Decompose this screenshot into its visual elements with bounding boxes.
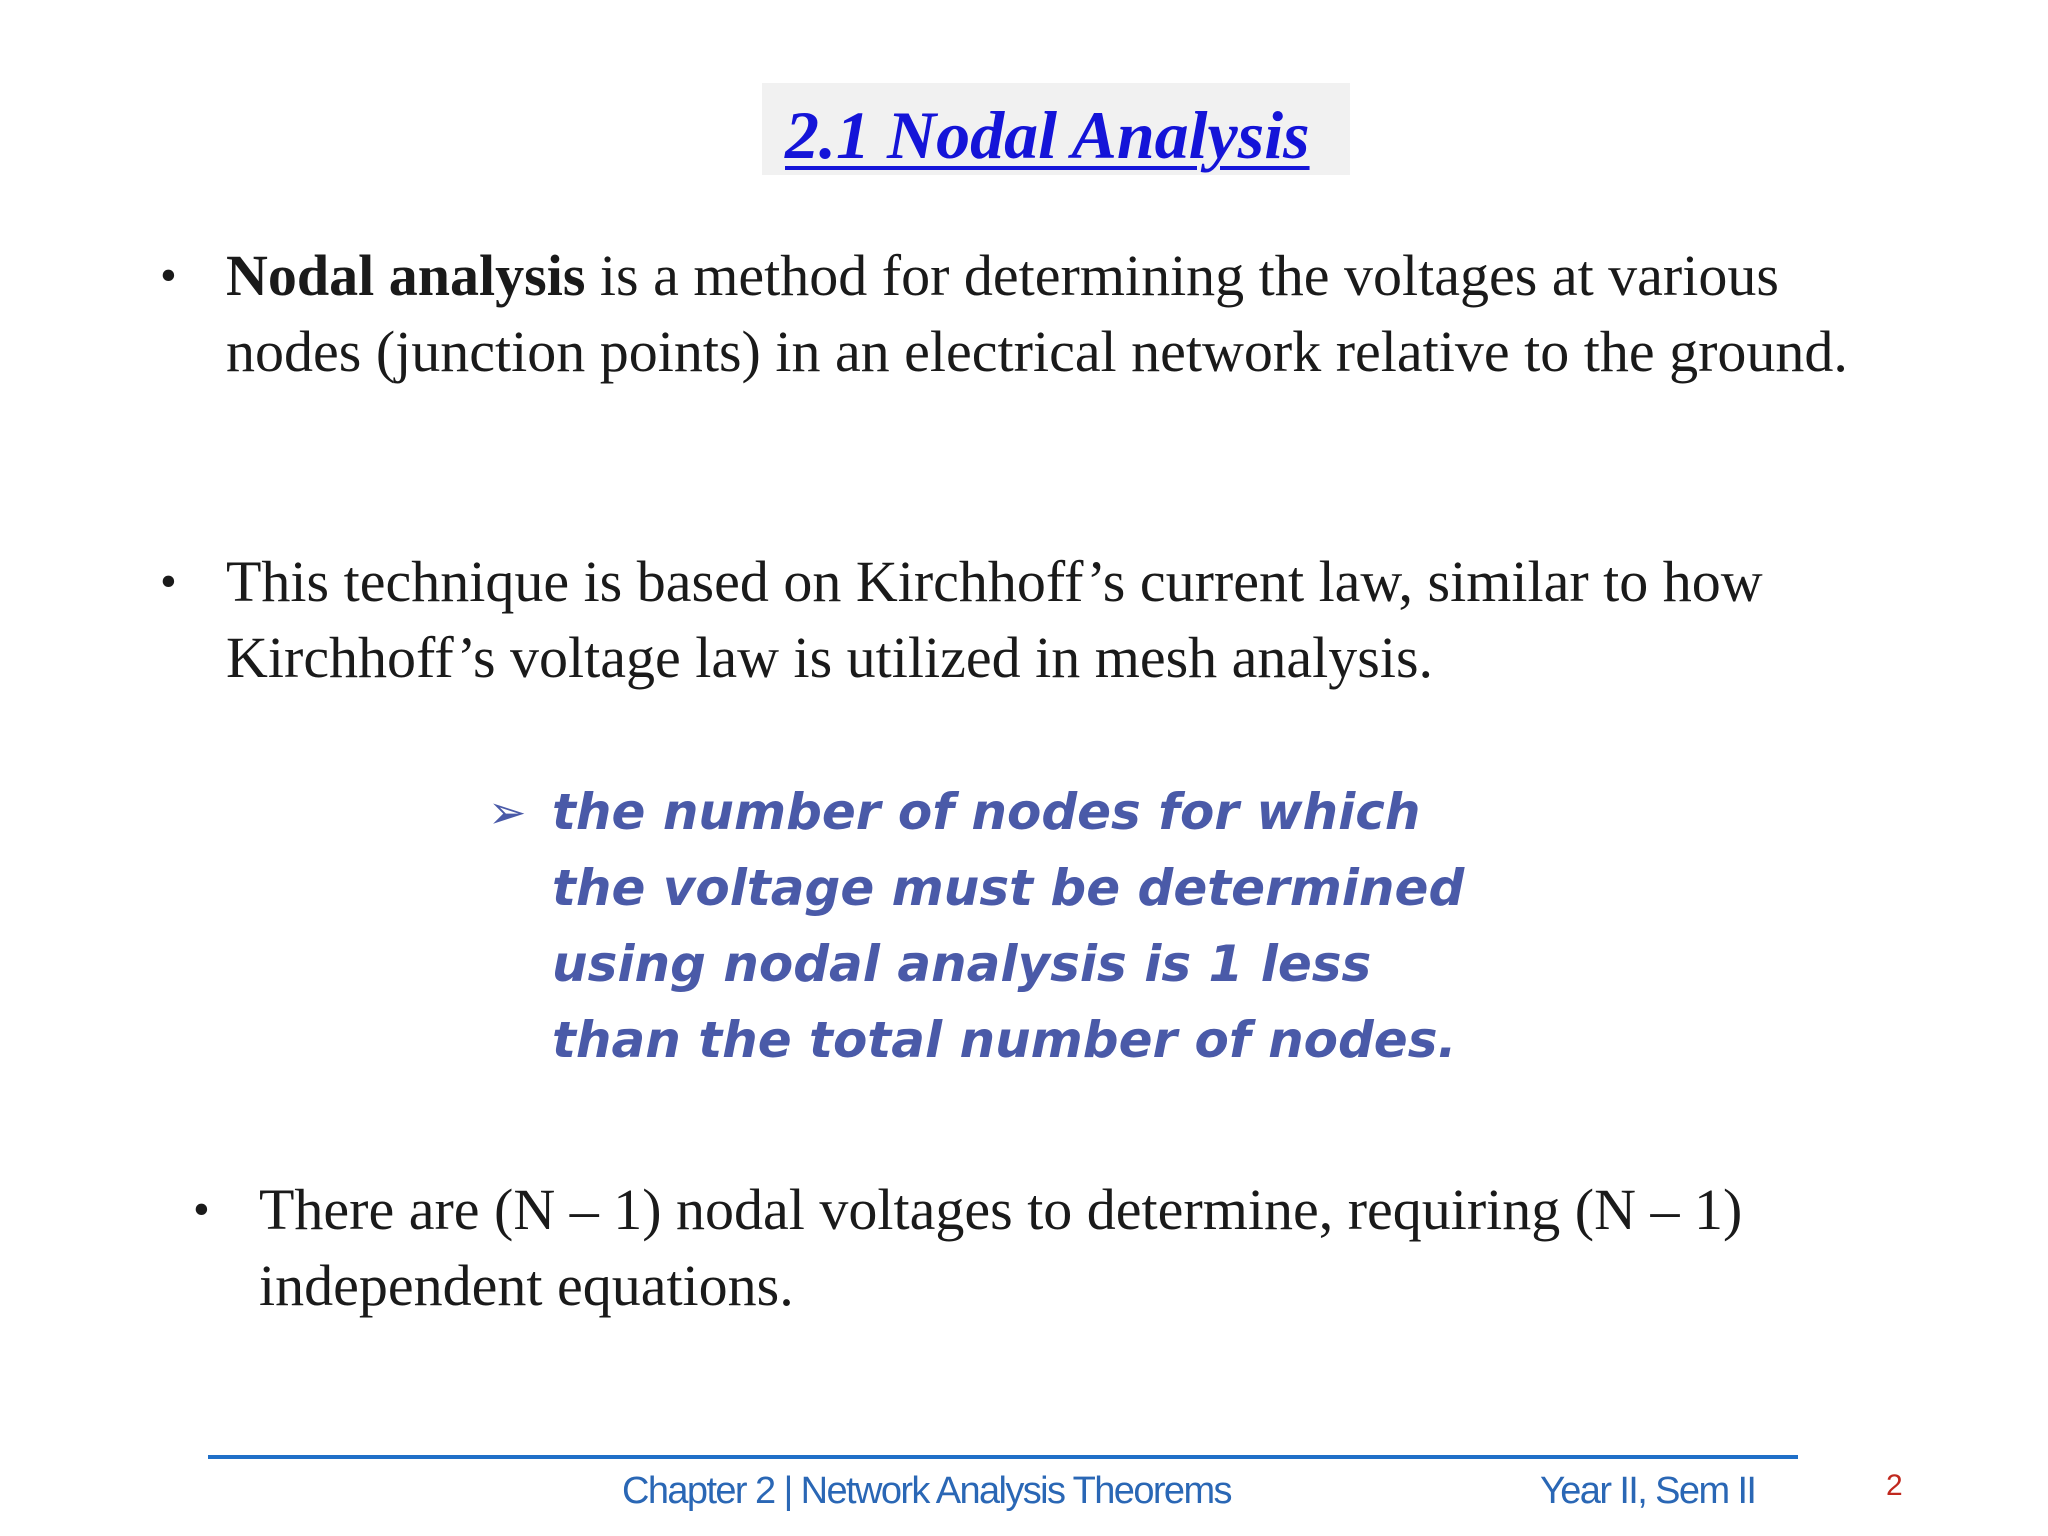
bullet-bold-term: Nodal analysis <box>226 243 586 308</box>
bullet-body: is a method for determining the voltages at various nodes (junction points) in an electrical network relative to the ground. <box>226 243 1848 384</box>
sub-point-text: the number of nodes for which the voltage must be determined using nodal analysis is 1 less than the total number of nodes. <box>552 783 1465 1069</box>
bullet-kirchhoff-basis <box>160 544 1920 704</box>
bullet-text: There are (N – 1) nodal voltages to determine, requiring (N – 1) independent equations. <box>259 1177 1743 1318</box>
bullet-marker: • <box>193 1183 210 1236</box>
arrow-bullet-icon: ➢ <box>488 785 527 839</box>
bullet-text: This technique is based on Kirchhoff’s current law, similar to how Kirchhoff’s voltage law is utilized in mesh analysis. <box>226 549 1763 690</box>
bullet-marker: • <box>160 249 177 302</box>
footer-year-label: Year II, Sem II <box>1540 1470 1756 1512</box>
bullet-n-minus-one <box>193 1172 1933 1332</box>
footer-chapter-label: Chapter 2 | Network Analysis Theorems <box>622 1470 1231 1512</box>
bullet-text <box>226 238 1926 390</box>
bullet-nodal-analysis-definition <box>160 238 1920 478</box>
page-number: 2 <box>1886 1469 1903 1502</box>
slide-title: 2.1 Nodal Analysis <box>785 97 1310 173</box>
footer-divider <box>208 1455 1798 1459</box>
bullet-marker: • <box>160 555 177 608</box>
